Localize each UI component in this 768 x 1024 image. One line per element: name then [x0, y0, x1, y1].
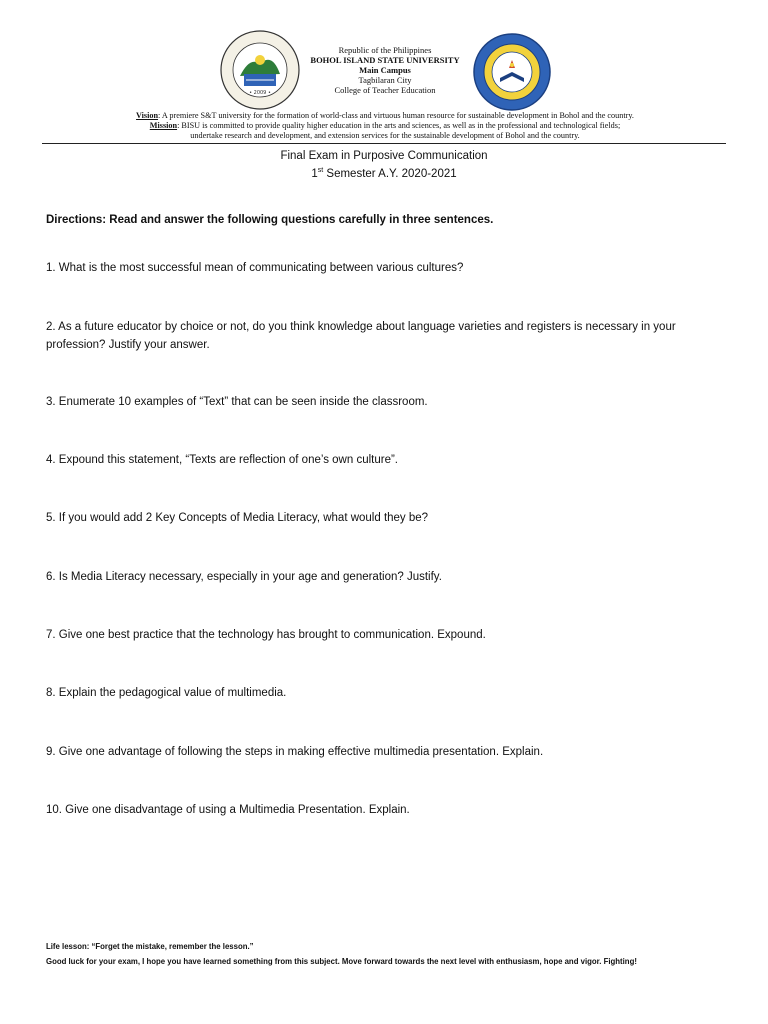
- exam-title: Final Exam in Purposive Communication: [280, 150, 488, 162]
- question-item: 4. Expound this statement, “Texts are reflection of one’s own culture”.: [46, 454, 398, 466]
- college-teacher-education-seal-icon: [472, 32, 552, 112]
- republic-line: Republic of the Philippines: [338, 45, 432, 55]
- question-item: 8. Explain the pedagogical value of multimedia.: [46, 687, 287, 699]
- mission-label: Mission: [149, 121, 178, 130]
- bisu-seal-icon: [220, 30, 300, 110]
- campus-name: Main Campus: [359, 65, 411, 75]
- question-item: 1. What is the most successful mean of communicating between various cultures?: [46, 262, 464, 274]
- question-item: 3. Enumerate 10 examples of “Text” that can be seen inside the classroom.: [46, 396, 428, 408]
- vision-text: : A premiere S&T university for the formation of world-class and virtuous human resource for sustainable development in Bohol and the country.: [158, 111, 634, 120]
- letterhead: [0, 30, 768, 110]
- question-item: 5. If you would add 2 Key Concepts of Media Literacy, what would they be?: [46, 512, 429, 524]
- question-item: 2. As a future educator by choice or not, do you think knowledge about language varieties and registers is necessary in your profession? Justify your answer.: [46, 321, 676, 351]
- vision-line: [60, 111, 710, 121]
- semester-superscript: st: [317, 167, 324, 174]
- life-lesson: Life lesson: “Forget the mistake, remember the lesson.”: [46, 942, 254, 951]
- letterhead-text: [300, 45, 470, 95]
- university-name: BOHOL ISLAND STATE UNIVERSITY: [310, 55, 460, 65]
- header-divider: [42, 143, 726, 144]
- semester-rest: Semester A.Y. 2020-2021: [323, 168, 457, 180]
- vision-mission: [60, 111, 710, 141]
- question-item: 6. Is Media Literacy necessary, especially in your age and generation? Justify.: [46, 571, 442, 583]
- semester-number: 1: [311, 168, 318, 180]
- city-name: Tagbilaran City: [358, 75, 412, 85]
- vision-label: Vision: [136, 111, 159, 120]
- directions: Directions: Read and answer the following questions carefully in three sentences.: [46, 214, 494, 226]
- mission-text-2: undertake research and development, and extension services for the sustainable development of Bohol and the country.: [190, 131, 580, 140]
- good-luck-message: Good luck for your exam, I hope you have learned something from this subject. Move forward towards the next level with enthusiasm, hope and vigor. Fighting!: [46, 957, 637, 966]
- question-item: 10. Give one disadvantage of using a Multimedia Presentation. Explain.: [46, 804, 410, 816]
- mission-line: [60, 121, 710, 131]
- mission-text-1: : BISU is committed to provide quality higher education in the arts and sciences, as well as in the professional and technological fields;: [177, 121, 621, 130]
- question-item: 9. Give one advantage of following the steps in making effective multimedia presentation. Explain.: [46, 746, 544, 758]
- exam-semester: [0, 167, 768, 180]
- college-name: College of Teacher Education: [334, 85, 436, 95]
- svg-text:• 2009 •: • 2009 •: [249, 90, 271, 96]
- question-item: 7. Give one best practice that the technology has brought to communication. Expound.: [46, 629, 486, 641]
